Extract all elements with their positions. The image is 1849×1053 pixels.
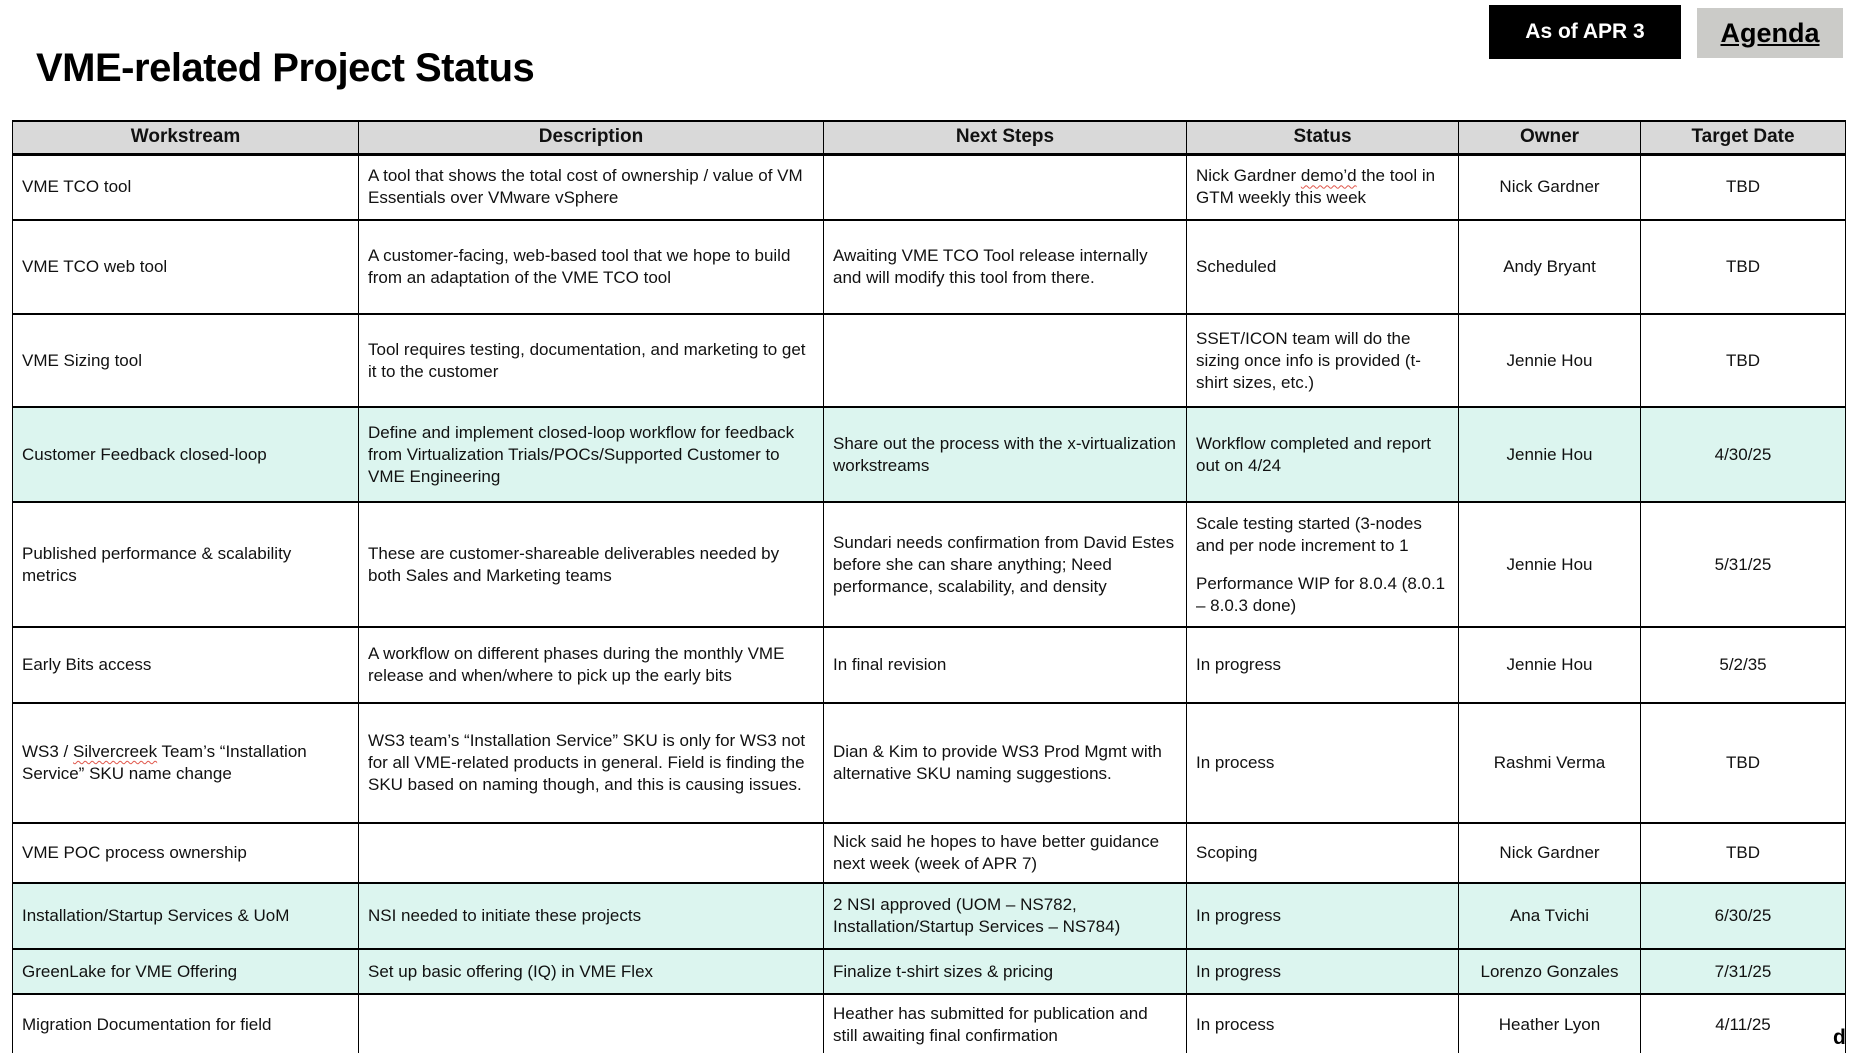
column-header-status: Status: [1187, 121, 1459, 154]
owner-cell: Nick Gardner: [1459, 823, 1641, 883]
column-header-owner: Owner: [1459, 121, 1641, 154]
status-cell: Scale testing started (3-nodes and per node increment to 1 Performance WIP for 8.0.4 (8.0.1 – 8.0.3 done): [1187, 502, 1459, 627]
description-cell: Tool requires testing, documentation, and marketing to get it to the customer: [359, 314, 824, 407]
status-cell: In progress: [1187, 949, 1459, 994]
target-date-cell: 5/31/25: [1641, 502, 1846, 627]
column-header-description: Description: [359, 121, 824, 154]
status-table-body: [13, 154, 1846, 1053]
workstream-cell: GreenLake for VME Offering: [13, 949, 359, 994]
table-row: [13, 220, 1846, 314]
column-header-next-steps: Next Steps: [824, 121, 1187, 154]
next-steps-cell: [824, 314, 1187, 407]
next-steps-cell: Dian & Kim to provide WS3 Prod Mgmt with alternative SKU naming suggestions.: [824, 703, 1187, 823]
next-steps-cell: In final revision: [824, 627, 1187, 703]
workstream-cell: VME Sizing tool: [13, 314, 359, 407]
next-steps-cell: Share out the process with the x-virtualization workstreams: [824, 407, 1187, 502]
description-cell: [359, 823, 824, 883]
owner-cell: Heather Lyon: [1459, 994, 1641, 1053]
status-cell: Workflow completed and report out on 4/24: [1187, 407, 1459, 502]
owner-cell: Andy Bryant: [1459, 220, 1641, 314]
target-date-cell: 4/11/25: [1641, 994, 1846, 1053]
table-row: [13, 994, 1846, 1053]
description-cell: NSI needed to initiate these projects: [359, 883, 824, 949]
as-of-date-label: As of APR 3: [1525, 20, 1645, 43]
description-cell: Set up basic offering (IQ) in VME Flex: [359, 949, 824, 994]
owner-cell: Nick Gardner: [1459, 154, 1641, 220]
next-steps-cell: Heather has submitted for publication and still awaiting final confirmation: [824, 994, 1187, 1053]
status-cell: In progress: [1187, 883, 1459, 949]
table-row: [13, 407, 1846, 502]
next-steps-cell: 2 NSI approved (UOM – NS782, Installation/Startup Services – NS784): [824, 883, 1187, 949]
description-cell: A tool that shows the total cost of ownership / value of VM Essentials over VMware vSphere: [359, 154, 824, 220]
target-date-cell: 6/30/25: [1641, 883, 1846, 949]
target-date-cell: TBD: [1641, 314, 1846, 407]
description-cell: [359, 994, 824, 1053]
page-title: VME-related Project Status: [36, 46, 535, 90]
table-row: [13, 703, 1846, 823]
column-header-workstream: Workstream: [13, 121, 359, 154]
status-cell: Nick Gardner demo’d the tool in GTM weekly this week: [1187, 154, 1459, 220]
agenda-link-label: Agenda: [1720, 17, 1820, 48]
owner-cell: Jennie Hou: [1459, 502, 1641, 627]
next-steps-cell: Nick said he hopes to have better guidance next week (week of APR 7): [824, 823, 1187, 883]
description-cell: WS3 team’s “Installation Service” SKU is only for WS3 not for all VME-related products in general. Field is finding the SKU based on naming though, and this is causing issues.: [359, 703, 824, 823]
table-row: [13, 314, 1846, 407]
target-date-cell: 4/30/25: [1641, 407, 1846, 502]
column-header-target-date: Target Date: [1641, 121, 1846, 154]
table-row: [13, 627, 1846, 703]
owner-cell: Lorenzo Gonzales: [1459, 949, 1641, 994]
status-cell: Scoping: [1187, 823, 1459, 883]
next-steps-cell: Finalize t-shirt sizes & pricing: [824, 949, 1187, 994]
description-cell: A customer-facing, web-based tool that we hope to build from an adaptation of the VME TCO tool: [359, 220, 824, 314]
workstream-cell: Installation/Startup Services & UoM: [13, 883, 359, 949]
agenda-link[interactable]: [1697, 8, 1843, 58]
owner-cell: Rashmi Verma: [1459, 703, 1641, 823]
next-steps-cell: Sundari needs confirmation from David Estes before she can share anything; Need performance, scalability, and density: [824, 502, 1187, 627]
target-date-cell: 5/2/35: [1641, 627, 1846, 703]
next-steps-cell: Awaiting VME TCO Tool release internally and will modify this tool from there.: [824, 220, 1187, 314]
status-cell: Scheduled: [1187, 220, 1459, 314]
as-of-date-badge: [1489, 5, 1681, 59]
table-row: [13, 502, 1846, 627]
workstream-cell: WS3 / Silvercreek Team’s “Installation Service” SKU name change: [13, 703, 359, 823]
owner-cell: Jennie Hou: [1459, 407, 1641, 502]
table-row: [13, 949, 1846, 994]
table-row: [13, 823, 1846, 883]
workstream-cell: Early Bits access: [13, 627, 359, 703]
workstream-cell: VME POC process ownership: [13, 823, 359, 883]
target-date-cell: TBD: [1641, 154, 1846, 220]
target-date-cell: TBD: [1641, 220, 1846, 314]
description-cell: These are customer-shareable deliverables needed by both Sales and Marketing teams: [359, 502, 824, 627]
owner-cell: Jennie Hou: [1459, 314, 1641, 407]
workstream-cell: Published performance & scalability metrics: [13, 502, 359, 627]
workstream-cell: VME TCO web tool: [13, 220, 359, 314]
owner-cell: Ana Tvichi: [1459, 883, 1641, 949]
status-cell: In progress: [1187, 627, 1459, 703]
workstream-cell: Customer Feedback closed-loop: [13, 407, 359, 502]
description-cell: A workflow on different phases during the monthly VME release and when/where to pick up the early bits: [359, 627, 824, 703]
target-date-cell: 7/31/25: [1641, 949, 1846, 994]
status-cell: SSET/ICON team will do the sizing once info is provided (t-shirt sizes, etc.): [1187, 314, 1459, 407]
status-cell: In process: [1187, 703, 1459, 823]
next-steps-cell: [824, 154, 1187, 220]
description-cell: Define and implement closed-loop workflow for feedback from Virtualization Trials/POCs/Supported Customer to VME Engineering: [359, 407, 824, 502]
workstream-cell: Migration Documentation for field: [13, 994, 359, 1053]
owner-cell: Jennie Hou: [1459, 627, 1641, 703]
target-date-cell: TBD: [1641, 823, 1846, 883]
table-header: [13, 121, 1846, 154]
workstream-cell: VME TCO tool: [13, 154, 359, 220]
status-cell: In process: [1187, 994, 1459, 1053]
project-status-table: [12, 120, 1846, 1053]
stray-character: d: [1833, 1026, 1846, 1049]
table-row: [13, 883, 1846, 949]
table-row: [13, 154, 1846, 220]
target-date-cell: TBD: [1641, 703, 1846, 823]
